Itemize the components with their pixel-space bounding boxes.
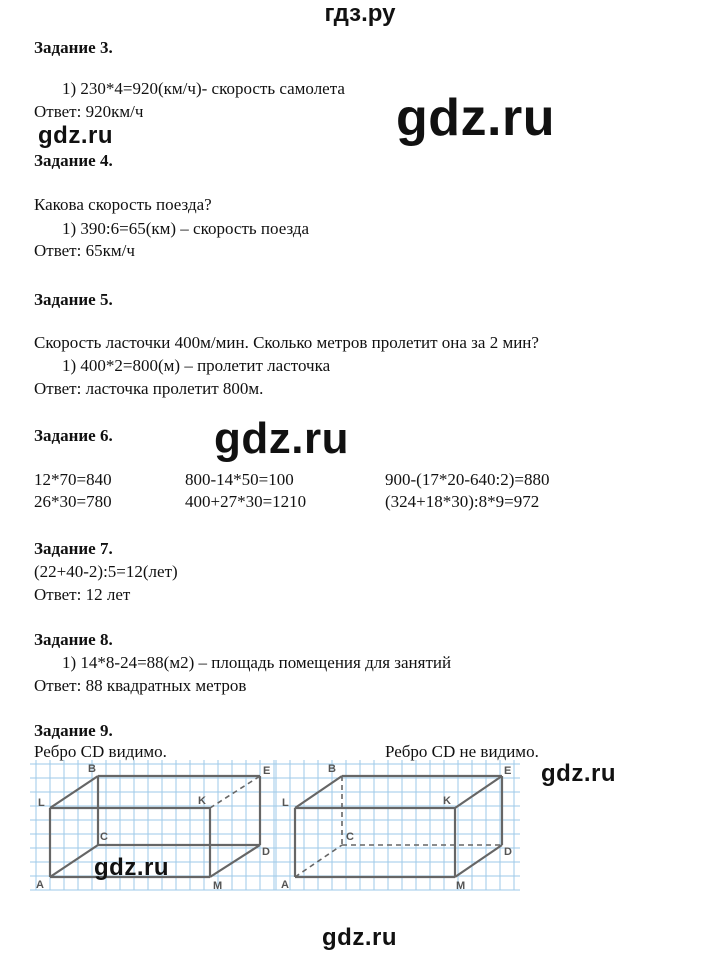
- task7-line1: (22+40-2):5=12(лет): [34, 562, 178, 581]
- task6-r1c2: 800-14*50=100: [185, 470, 294, 489]
- task4-answer: Ответ: 65км/ч: [34, 241, 135, 260]
- task6-r1c3: 900-(17*20-640:2)=880: [385, 470, 550, 489]
- watermark-footer: gdz.ru: [322, 924, 397, 951]
- watermark-figure: gdz.ru: [94, 854, 169, 881]
- task5-answer: Ответ: ласточка пролетит 800м.: [34, 379, 264, 398]
- task9-caption-right: Ребро CD не видимо.: [385, 742, 539, 761]
- task3-title: Задание 3.: [34, 38, 113, 57]
- task6-r2c3: (324+18*30):8*9=972: [385, 492, 540, 511]
- task8-line1: 1) 14*8-24=88(м2) – площадь помещения для занятий: [62, 653, 452, 672]
- task6-r2c1: 26*30=780: [34, 492, 112, 511]
- task4-title: Задание 4.: [34, 151, 113, 170]
- label-k: K: [198, 795, 206, 807]
- label-c: C: [100, 831, 108, 843]
- label-a: A: [36, 879, 44, 891]
- task4-question: Какова скорость поезда?: [34, 195, 212, 214]
- label-e: E: [504, 765, 512, 777]
- task8-title: Задание 8.: [34, 630, 113, 649]
- label-k: K: [443, 795, 451, 807]
- task7-title: Задание 7.: [34, 539, 113, 558]
- label-m: M: [456, 880, 466, 892]
- task9-title: Задание 9.: [34, 721, 113, 740]
- label-l: L: [282, 797, 289, 809]
- label-e: E: [263, 765, 271, 777]
- label-d: D: [262, 846, 270, 858]
- grid: [270, 760, 520, 890]
- label-c: C: [346, 831, 354, 843]
- task6-r2c2: 400+27*30=1210: [185, 492, 307, 511]
- task3-line1: 1) 230*4=920(км/ч)- скорость самолета: [62, 79, 345, 98]
- task5-question: Скорость ласточки 400м/мин. Сколько метров пролетит она за 2 мин?: [34, 333, 539, 352]
- task5-title: Задание 5.: [34, 290, 113, 309]
- figure-cd-hidden: [270, 760, 520, 892]
- watermark-small-top: gdz.ru: [38, 122, 113, 149]
- site-header: гдз.ру: [324, 0, 396, 27]
- task5-line1: 1) 400*2=800(м) – пролетит ласточка: [62, 356, 331, 375]
- task9-caption-left: Ребро CD видимо.: [34, 742, 167, 761]
- label-a: A: [281, 879, 289, 891]
- task7-answer: Ответ: 12 лет: [34, 585, 131, 604]
- label-b: B: [328, 763, 336, 775]
- watermark-right: gdz.ru: [541, 760, 616, 787]
- task6-title: Задание 6.: [34, 426, 113, 445]
- label-l: L: [38, 797, 45, 809]
- label-d: D: [504, 846, 512, 858]
- task3-answer: Ответ: 920км/ч: [34, 102, 144, 121]
- point-labels: [281, 763, 512, 892]
- label-m: M: [213, 880, 223, 892]
- watermark-large-top: gdz.ru: [396, 89, 555, 147]
- label-b: B: [88, 763, 96, 775]
- watermark-middle: gdz.ru: [214, 414, 349, 463]
- task6-r1c1: 12*70=840: [34, 470, 112, 489]
- task4-line1: 1) 390:6=65(км) – скорость поезда: [62, 219, 310, 238]
- task8-answer: Ответ: 88 квадратных метров: [34, 676, 247, 695]
